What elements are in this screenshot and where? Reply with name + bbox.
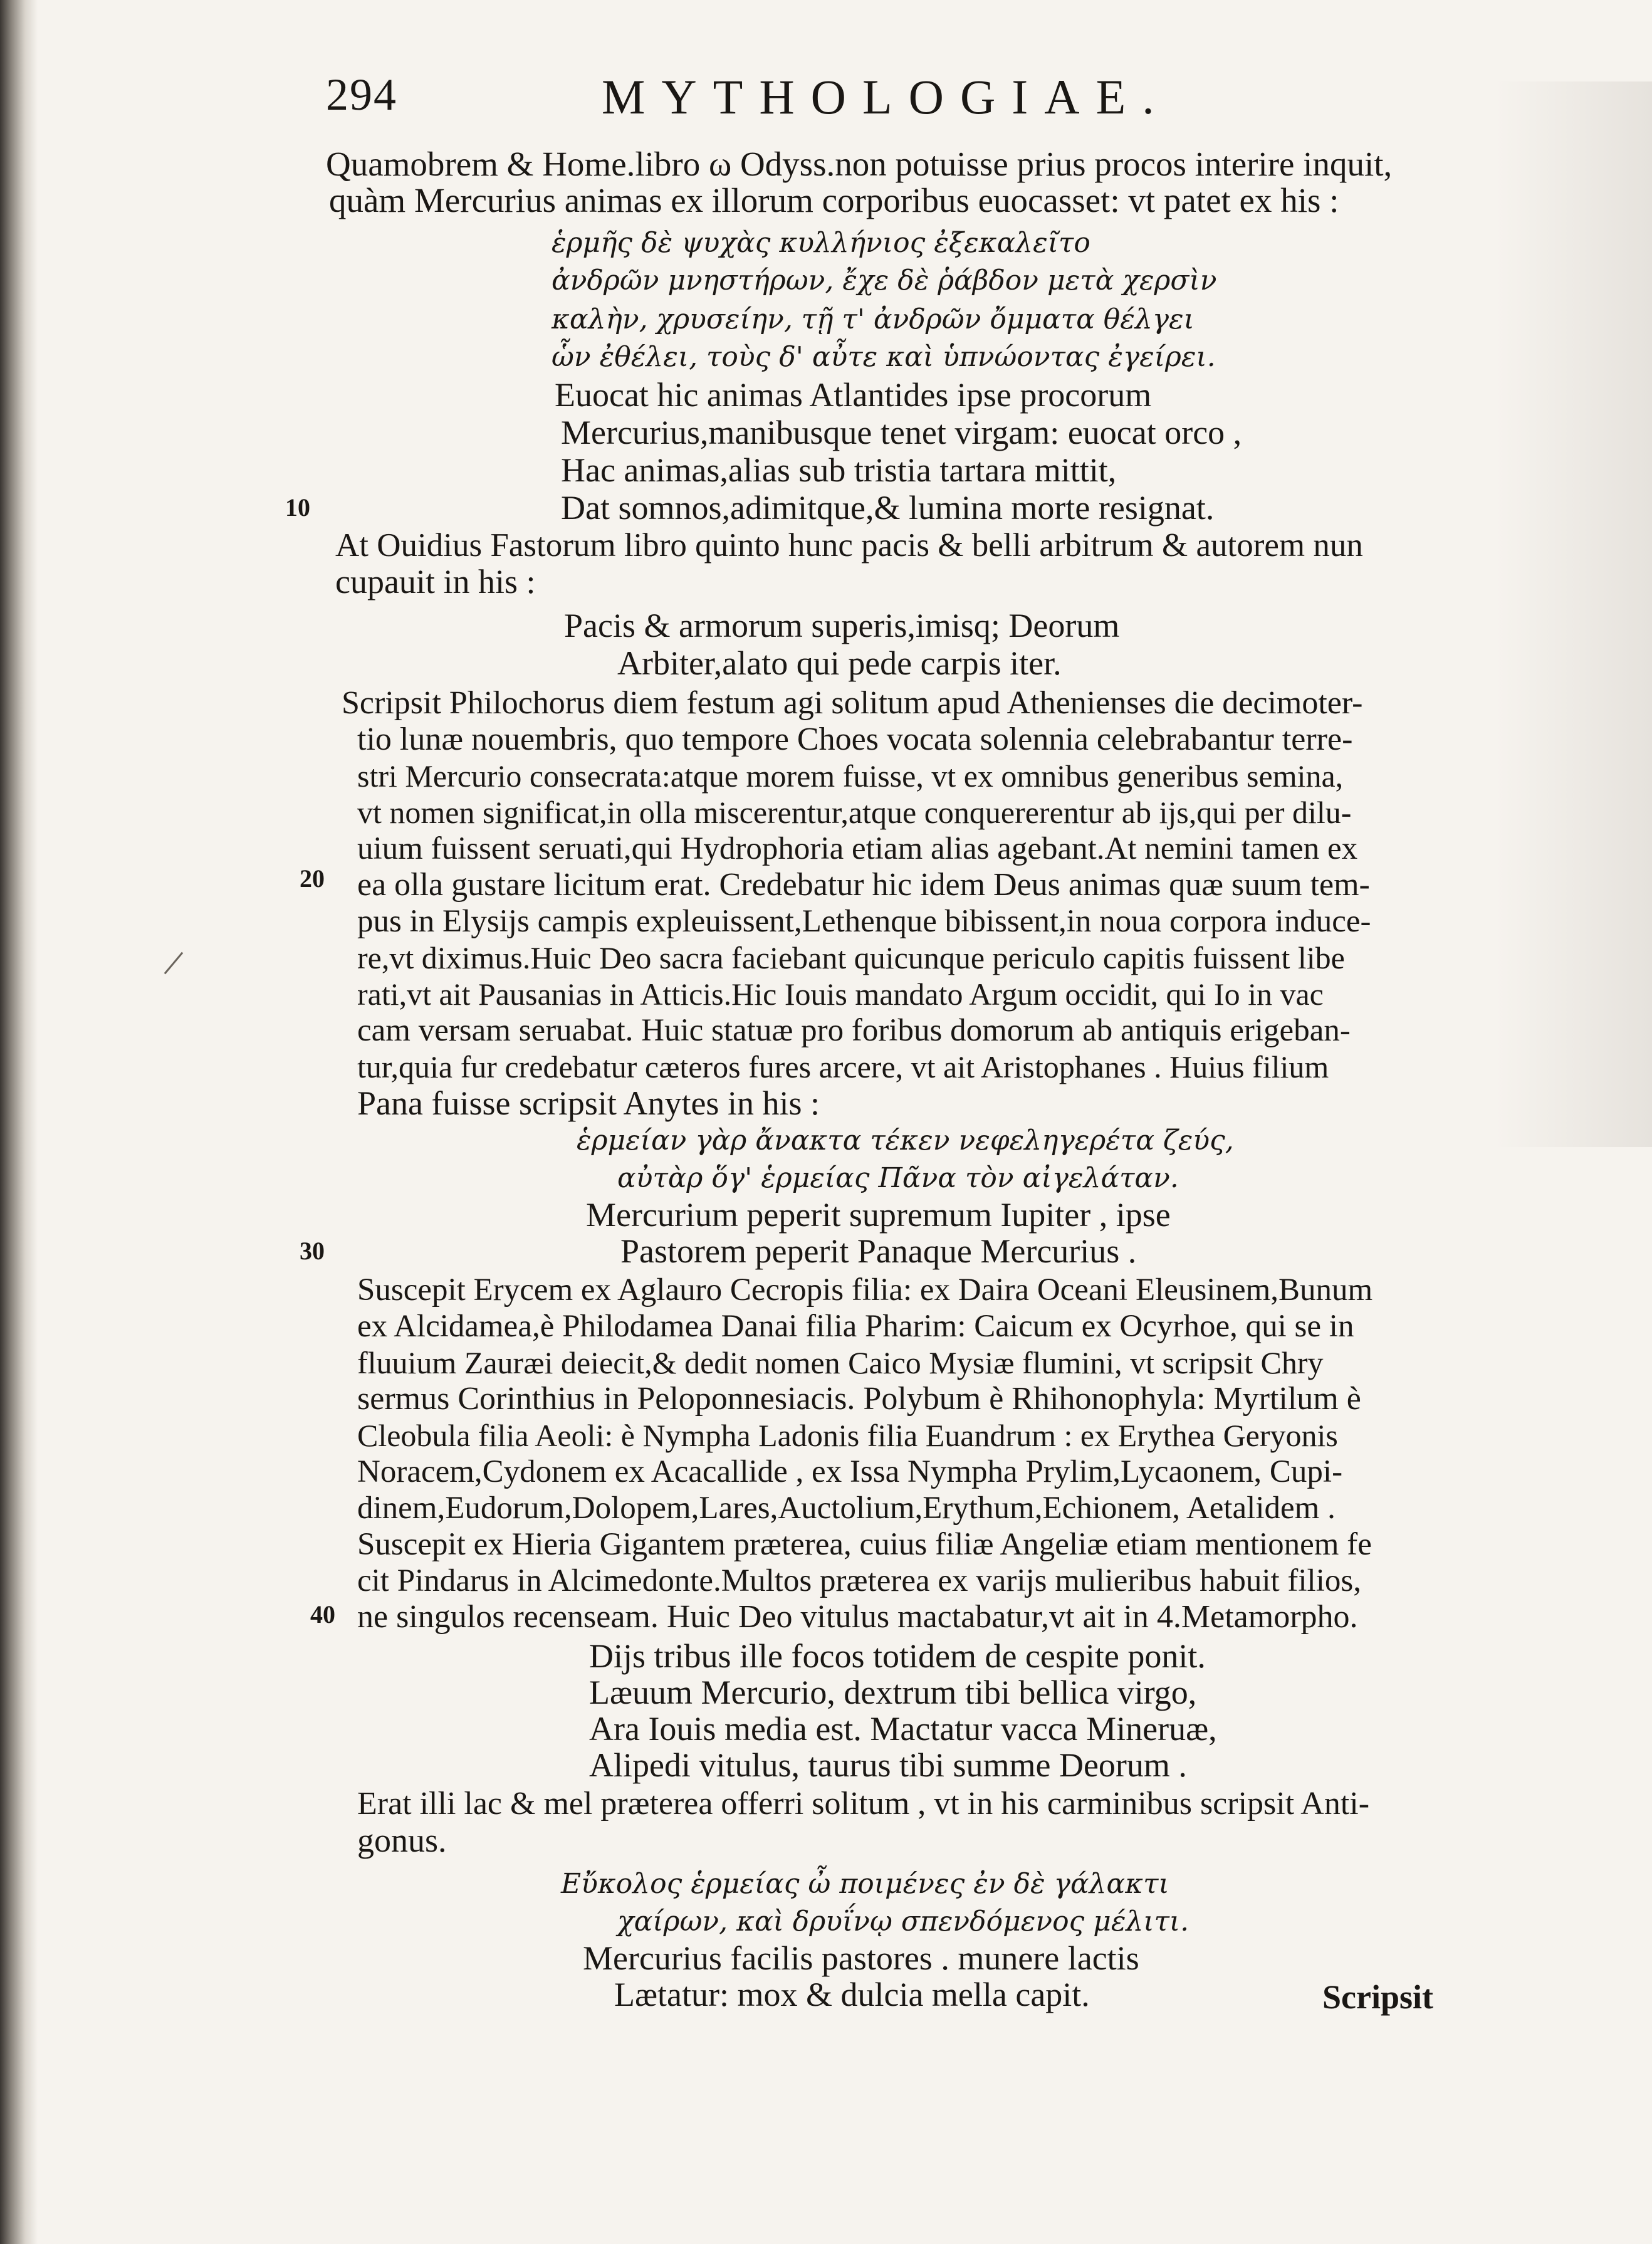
verse-line: Mercurius facilis pastores . munere lactis: [583, 1939, 1139, 1977]
greek-verse-line: ὧν ἐθέλει, τοὺς δ' αὖτε καὶ ὑπνώοντας ἐγείρει.: [552, 341, 1216, 373]
text-line: fluuium Zauræi deiecit,& dedit nomen Caico Mysiæ flumini, vt scripsit Chry: [357, 1345, 1324, 1380]
text-line: Noracem,Cydonem ex Acacallide , ex Issa Nympha Prylim,Lycaonem, Cupi-: [357, 1454, 1343, 1489]
text-line: Scripsit Philochorus diem festum agi solitum apud Athenienses die decimoter-: [342, 685, 1363, 721]
verse-line: Euocat hic animas Atlantides ipse procorum: [555, 376, 1152, 414]
line-number-20: 20: [300, 864, 325, 893]
catchword: Scripsit: [1322, 1978, 1434, 2016]
text-line: re,vt diximus.Huic Deo sacra faciebant quicunque periculo capitis fuissent libe: [357, 940, 1345, 975]
text-line: Quamobrem & Home.libro ω Odyss.non potuisse prius procos interire inquit,: [326, 145, 1393, 183]
text-line: cam versam seruabat. Huic statuæ pro foribus domorum ab antiquis erigeban-: [357, 1013, 1351, 1048]
greek-verse-line: ἑρμείαν γὰρ ἄνακτα τέκεν νεφεληγερέτα ζεύς,: [577, 1125, 1234, 1156]
verse-line: Dat somnos,adimitque,& lumina morte resignat.: [561, 489, 1215, 527]
greek-verse-line: Εὔκολος ἑρμείας ὦ ποιμένες ἐν δὲ γάλακτι: [561, 1868, 1169, 1900]
verse-line: Arbiter,alato qui pede carpis iter.: [617, 644, 1062, 682]
text-line: tio lunæ nouembris, quo tempore Choes vocata solennia celebrabantur terre-: [357, 721, 1353, 757]
text-line: uium fuissent seruati,qui Hydrophoria etiam alias agebant.At nemini tamen ex: [357, 831, 1358, 866]
text-line: dinem,Eudorum,Dolopem,Lares,Auctolium,Erythum,Echionem, Aetalidem .: [357, 1491, 1336, 1526]
greek-verse-line: χαίρων, καὶ δρυΐνῳ σπενδόμενος μέλιτι.: [617, 1906, 1189, 1937]
greek-verse-line: αὐτὰρ ὅγ' ἑρμείας Πᾶνα τὸν αἰγελάταν.: [617, 1162, 1179, 1194]
text-line: cupauit in his :: [335, 563, 536, 600]
text-line: rati,vt ait Pausanias in Atticis.Hic Iouis mandato Argum occidit, qui Io in vac: [357, 977, 1324, 1012]
text-line: Suscepit Erycem ex Aglauro Cecropis filia: ex Daira Oceani Eleusinem,Bunum: [357, 1272, 1373, 1308]
text-line: ex Alcidamea,è Philodamea Danai filia Pharim: Caicum ex Ocyrhoe, qui se in: [357, 1309, 1354, 1344]
verse-line: Ara Iouis media est. Mactatur vacca Mineruæ,: [589, 1710, 1217, 1748]
running-title: MYTHOLOGIAE.: [602, 70, 1171, 124]
text-line: tur,quia fur credebatur cæteros fures arcere, vt ait Aristophanes . Huius filium: [357, 1049, 1329, 1084]
verse-line: Hac animas,alias sub tristia tartara mittit,: [561, 451, 1117, 489]
show-through-bleed: [1495, 81, 1652, 1147]
verse-line: Pastorem peperit Panaque Mercurius .: [620, 1232, 1137, 1270]
text-line: pus in Elysijs campis expleuissent,Lethenque bibissent,in noua corpora induce-: [357, 904, 1371, 939]
verse-line: Dijs tribus ille focos totidem de cespite ponit.: [589, 1637, 1206, 1675]
line-number-40: 40: [310, 1600, 335, 1628]
text-line: ne singulos recenseam. Huic Deo vitulus mactabatur,vt ait in 4.Metamorpho.: [357, 1599, 1358, 1635]
text-line: quàm Mercurius animas ex illorum corporibus euocasset: vt patet ex his :: [329, 181, 1339, 219]
margin-pen-mark: [164, 952, 184, 975]
verse-line: Læuum Mercurio, dextrum tibi bellica virgo,: [589, 1674, 1197, 1711]
text-line: cit Pindarus in Alcimedonte.Multos præterea ex varijs mulieribus habuit filios,: [357, 1563, 1361, 1598]
verse-line: Mercurium peperit supremum Iupiter , ipse: [586, 1196, 1171, 1234]
text-line: Pana fuisse scripsit Anytes in his :: [357, 1084, 820, 1122]
text-line: Cleobula filia Aeoli: è Nympha Ladonis filia Euandrum : ex Erythea Geryonis: [357, 1418, 1338, 1453]
page-header: [326, 69, 1517, 138]
text-line: vt nomen significat,in olla miscerentur,atque conquererentur ab ijs,qui per dilu-: [357, 795, 1352, 830]
text-line: sermus Corinthius in Peloponnesiacis. Polybum è Rhihonophyla: Myrtilum è: [357, 1381, 1361, 1417]
binding-shadow: [0, 0, 38, 2244]
text-line: stri Mercurio consecrata:atque morem fuisse, vt ex omnibus generibus semina,: [357, 758, 1344, 794]
greek-verse-line: ἑρμῆς δὲ ψυχὰς κυλλήνιος ἐξεκαλεῖτο: [552, 227, 1090, 259]
text-line: At Ouidius Fastorum libro quinto hunc pacis & belli arbitrum & autorem nun: [335, 527, 1363, 564]
line-number-10: 10: [285, 493, 310, 522]
verse-line: Alipedi vitulus, taurus tibi summe Deorum .: [589, 1746, 1187, 1784]
verse-line: Mercurius,manibusque tenet virgam: euocat orco ,: [561, 414, 1242, 451]
greek-verse-line: καλὴν, χρυσείην, τῇ τ' ἀνδρῶν ὄμματα θέλγει: [552, 303, 1195, 335]
folio-number: 294: [326, 70, 397, 120]
text-line: ea olla gustare licitum erat. Credebatur hic idem Deus animas quæ suum tem-: [357, 867, 1370, 903]
verse-line: Pacis & armorum superis,imisq; Deorum: [564, 607, 1120, 644]
greek-verse-line: ἀνδρῶν μνηστήρων, ἔχε δὲ ῥάβδον μετὰ χερσὶν: [552, 265, 1217, 296]
line-number-30: 30: [300, 1237, 325, 1265]
text-line: Suscepit ex Hieria Gigantem præterea, cuius filiæ Angeliæ etiam mentionem fe: [357, 1527, 1372, 1562]
text-line: Erat illi lac & mel præterea offerri solitum , vt in his carminibus scripsit Anti-: [357, 1786, 1370, 1822]
verse-line: Lætatur: mox & dulcia mella capit.: [614, 1976, 1090, 2013]
text-line: gonus.: [357, 1822, 447, 1859]
